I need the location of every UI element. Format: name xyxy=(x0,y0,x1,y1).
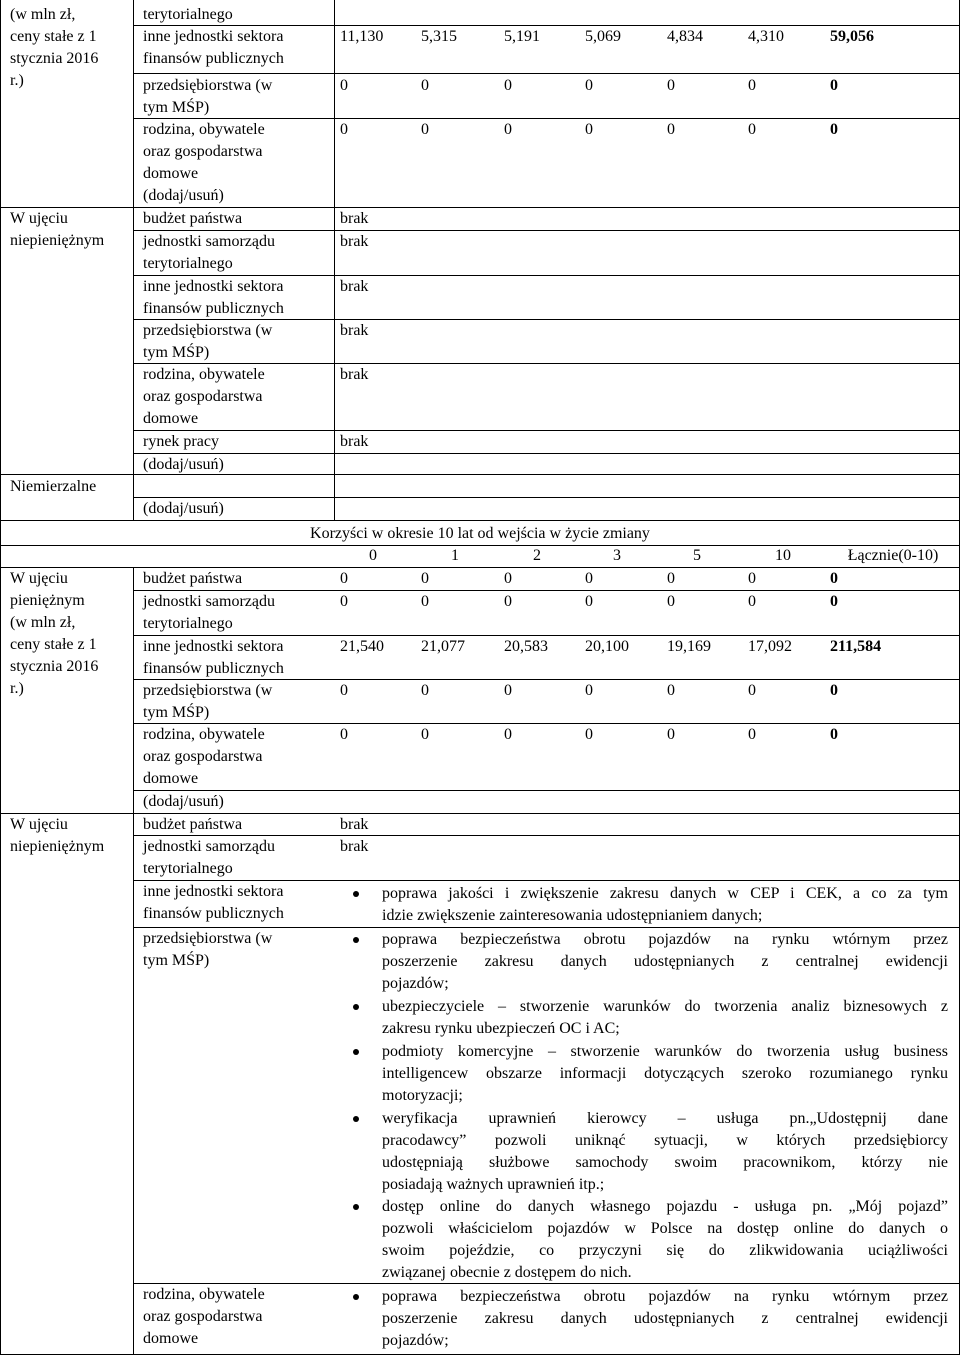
value-cell: 0 xyxy=(748,726,756,743)
row-label: domowe xyxy=(143,770,199,787)
value-cell: 0 xyxy=(748,593,756,610)
bullet-text: udostępniają służbowe samochody swoim pracownikom, którzy nie xyxy=(382,1154,948,1171)
bullet-text: poszerzenie zakresu danych udostępnianych z centralnej ewidencji xyxy=(382,1310,948,1327)
row-label: rodzina, obywatele xyxy=(143,366,265,383)
value-cell: brak xyxy=(340,816,369,833)
add-remove-link: (dodaj/usuń) xyxy=(143,500,224,517)
value-cell: 21,540 xyxy=(340,638,384,655)
row-label: przedsiębiorstwa (w xyxy=(143,322,273,339)
row-label: inne jednostki sektora xyxy=(143,883,284,900)
row-label: finansów publicznych xyxy=(143,660,284,677)
value-cell: 0 xyxy=(748,570,756,587)
value-cell: 0 xyxy=(504,682,512,699)
table-rule-horizontal xyxy=(133,319,959,320)
table-rule-horizontal xyxy=(133,118,959,119)
table-rule-horizontal xyxy=(0,207,960,208)
year-header: 0 xyxy=(369,547,377,564)
monetary-label-cont: stycznia 2016 xyxy=(10,50,99,67)
bullet-icon xyxy=(353,1116,359,1122)
value-cell: 5,069 xyxy=(585,28,621,45)
value-cell: 4,310 xyxy=(748,28,784,45)
value-cell: brak xyxy=(340,322,369,339)
value-cell: 0 xyxy=(585,682,593,699)
row-label: przedsiębiorstwa (w xyxy=(143,682,273,699)
bullet-text: zakresu rynku ubezpieczeń OC i AC; xyxy=(382,1020,620,1037)
value-cell: 0 xyxy=(340,121,348,138)
bullet-icon xyxy=(353,1204,359,1210)
total-cell: 59,056 xyxy=(830,28,874,45)
value-cell: 0 xyxy=(667,682,675,699)
value-cell: 0 xyxy=(585,121,593,138)
table-rule-horizontal xyxy=(133,927,959,928)
row-label: tym MŚP) xyxy=(143,344,210,361)
row-label-rodzina: domowe xyxy=(143,165,199,182)
value-cell: 5,315 xyxy=(421,28,457,45)
table-rule-horizontal xyxy=(0,474,960,475)
value-cell: 0 xyxy=(667,121,675,138)
row-label: terytorialnego xyxy=(143,255,233,272)
row-label: tym MŚP) xyxy=(143,704,210,721)
bullet-text: pozwoli właścicielom pojazdów w Polsce na dostęp online do danych o xyxy=(382,1220,948,1237)
bullet-text: podmioty komercyjne – stworzenie warunków do tworzenia usług business xyxy=(382,1043,948,1060)
table-rule-horizontal xyxy=(133,1283,959,1284)
value-cell: 0 xyxy=(748,682,756,699)
add-remove-link: (dodaj/usuń) xyxy=(143,793,224,810)
row-label-przedsiebiorstwa: przedsiębiorstwa (w xyxy=(143,77,273,94)
year-header: 10 xyxy=(775,547,791,564)
value-cell: 0 xyxy=(667,726,675,743)
table-rule-horizontal xyxy=(133,363,959,364)
bullet-text: poprawa jakości i zwiększenie zakresu danych w CEP i CEK, a co za tym xyxy=(382,885,948,902)
row-label: rodzina, obywatele xyxy=(143,726,265,743)
bullet-text: intelligencew obszarze informacji dotyczących szeroko rozumianego rynku xyxy=(382,1065,948,1082)
table-rule-horizontal xyxy=(0,520,960,521)
row-label: tym MŚP) xyxy=(143,952,210,969)
table-rule-horizontal xyxy=(133,679,959,680)
table-rule-horizontal xyxy=(0,567,960,568)
total-cell: 0 xyxy=(830,570,838,587)
benefits-header: Korzyści w okresie 10 lat od wejścia w życie zmiany xyxy=(310,525,650,542)
value-cell: 0 xyxy=(421,77,429,94)
value-cell: 0 xyxy=(585,726,593,743)
row-label-inne-jsfp: finansów publicznych xyxy=(143,50,284,67)
row-label: oraz gospodarstwa xyxy=(143,388,263,405)
value-cell: brak xyxy=(340,433,369,450)
row-label: domowe xyxy=(143,1330,199,1347)
row-label: finansów publicznych xyxy=(143,905,284,922)
nonmonetary-label: niepieniężnym xyxy=(10,232,105,249)
table-rule-horizontal xyxy=(0,813,960,814)
row-label: terytorialnego xyxy=(143,860,233,877)
table-rule-horizontal xyxy=(133,723,959,724)
bullet-icon xyxy=(353,937,359,943)
value-cell: 0 xyxy=(748,77,756,94)
value-cell: brak xyxy=(340,210,369,227)
value-cell: 0 xyxy=(504,77,512,94)
add-remove-link: (dodaj/usuń) xyxy=(143,187,224,204)
total-cell: 0 xyxy=(830,77,838,94)
bullet-text: pojazdów; xyxy=(382,1332,449,1349)
bullet-text: posiadają ważnych uprawnień itp.; xyxy=(382,1176,605,1193)
bullet-text: związanej obecnie z dostępem do nich. xyxy=(382,1264,632,1281)
table-rule-vertical xyxy=(0,0,1,1355)
nonmonetary-label: W ujęciu xyxy=(10,816,68,833)
table-rule-horizontal xyxy=(133,790,959,791)
value-cell: 0 xyxy=(504,726,512,743)
monetary-label-cont: (w mln zł, xyxy=(10,6,76,23)
table-rule-horizontal xyxy=(133,835,959,836)
niemierzalne-label: Niemierzalne xyxy=(10,478,97,495)
value-cell: 0 xyxy=(585,570,593,587)
monetary-label: stycznia 2016 xyxy=(10,658,99,675)
value-cell: 4,834 xyxy=(667,28,703,45)
row-label: finansów publicznych xyxy=(143,300,284,317)
table-rule-horizontal xyxy=(133,275,959,276)
row-label: budżet państwa xyxy=(143,570,243,587)
table-rule-vertical xyxy=(133,567,134,1355)
table-rule-vertical xyxy=(133,0,134,520)
value-cell: 0 xyxy=(340,682,348,699)
value-cell: 0 xyxy=(421,570,429,587)
table-rule-vertical xyxy=(334,0,335,520)
monetary-label: (w mln zł, xyxy=(10,614,76,631)
value-cell: 0 xyxy=(667,570,675,587)
year-header: 3 xyxy=(613,547,621,564)
value-cell: 0 xyxy=(340,593,348,610)
value-cell: 0 xyxy=(504,121,512,138)
table-rule-horizontal xyxy=(133,25,959,26)
year-header: Łącznie(0-10) xyxy=(847,547,939,564)
nonmonetary-label: niepieniężnym xyxy=(10,838,105,855)
bullet-text: swoim pojeździe, co przyczyni się do zlikwidowania uciążliwości xyxy=(382,1242,948,1259)
row-label: przedsiębiorstwa (w xyxy=(143,930,273,947)
total-cell: 0 xyxy=(830,121,838,138)
table-rule-horizontal xyxy=(133,453,959,454)
bullet-icon xyxy=(353,1049,359,1055)
nonmonetary-label: W ujęciu xyxy=(10,210,68,227)
row-label: jednostki samorządu xyxy=(143,838,275,855)
bullet-text: weryfikacja uprawnień kierowcy – usługa pn.„Udostępnij dane xyxy=(382,1110,948,1127)
row-label: domowe xyxy=(143,410,199,427)
table-rule-horizontal xyxy=(133,635,959,636)
row-label: budżet państwa xyxy=(143,816,243,833)
row-label: inne jednostki sektora xyxy=(143,638,284,655)
bullet-text: poszerzenie zakresu danych udostępnianych z centralnej ewidencji xyxy=(382,953,948,970)
row-label: inne jednostki sektora xyxy=(143,278,284,295)
bullet-text: poprawa bezpieczeństwa obrotu pojazdów na rynku wtórnym przez xyxy=(382,931,948,948)
value-cell: 21,077 xyxy=(421,638,465,655)
bullet-text: idzie zwiększenie zainteresowania udostępnianiem danych; xyxy=(382,907,763,924)
value-cell: 0 xyxy=(340,570,348,587)
value-cell: brak xyxy=(340,278,369,295)
bullet-icon xyxy=(353,1004,359,1010)
row-label: oraz gospodarstwa xyxy=(143,1308,263,1325)
bullet-text: pracodawcy” pozwoli uniknąć sytuacji, w których przedsiębiorcy xyxy=(382,1132,948,1149)
total-cell: 0 xyxy=(830,593,838,610)
table-rule-horizontal xyxy=(133,880,959,881)
total-cell: 0 xyxy=(830,726,838,743)
add-remove-link: (dodaj/usuń) xyxy=(143,456,224,473)
table-rule-horizontal xyxy=(0,545,960,546)
value-cell: 5,191 xyxy=(504,28,540,45)
total-cell: 0 xyxy=(830,682,838,699)
bullet-text: poprawa bezpieczeństwa obrotu pojazdów na rynku wtórnym przez xyxy=(382,1288,948,1305)
value-cell: 0 xyxy=(340,726,348,743)
value-cell: 0 xyxy=(667,593,675,610)
row-label-inne-jsfp: inne jednostki sektora xyxy=(143,28,284,45)
monetary-label-cont: r.) xyxy=(10,72,24,89)
value-cell: 20,583 xyxy=(504,638,548,655)
row-label-rodzina: oraz gospodarstwa xyxy=(143,143,263,160)
bullet-icon xyxy=(353,891,359,897)
value-cell: 17,092 xyxy=(748,638,792,655)
table-rule-horizontal xyxy=(133,230,959,231)
monetary-label: W ujęciu xyxy=(10,570,68,587)
row-label: jednostki samorządu xyxy=(143,233,275,250)
bullet-text: ubezpieczyciele – stworzenie warunków do tworzenia analiz biznesowych z xyxy=(382,998,948,1015)
value-cell: brak xyxy=(340,366,369,383)
value-cell: brak xyxy=(340,838,369,855)
bullet-icon xyxy=(353,1294,359,1300)
value-cell: 0 xyxy=(421,726,429,743)
value-cell: 0 xyxy=(585,77,593,94)
value-cell: 19,169 xyxy=(667,638,711,655)
row-label: jednostki samorządu xyxy=(143,593,275,610)
row-label-rodzina: rodzina, obywatele xyxy=(143,121,265,138)
value-cell: 0 xyxy=(421,682,429,699)
table-rule-horizontal xyxy=(133,73,959,74)
row-label: terytorialnego xyxy=(143,615,233,632)
row-label-przedsiebiorstwa: tym MŚP) xyxy=(143,99,210,116)
value-cell: brak xyxy=(340,233,369,250)
row-label: budżet państwa xyxy=(143,210,243,227)
row-label: oraz gospodarstwa xyxy=(143,748,263,765)
value-cell: 0 xyxy=(421,593,429,610)
bullet-text: motoryzacji; xyxy=(382,1087,463,1104)
bullet-text: dostęp online do danych własnego pojazdu - usługa pn. „Mój pojazd” xyxy=(382,1198,948,1215)
table-rule-horizontal xyxy=(133,497,959,498)
value-cell: 0 xyxy=(585,593,593,610)
value-cell: 0 xyxy=(340,77,348,94)
total-cell: 211,584 xyxy=(830,638,882,655)
monetary-label: r.) xyxy=(10,680,24,697)
value-cell: 0 xyxy=(667,77,675,94)
bullet-text: pojazdów; xyxy=(382,975,449,992)
year-header: 2 xyxy=(533,547,541,564)
monetary-label: pieniężnym xyxy=(10,592,85,609)
monetary-label: ceny stałe z 1 xyxy=(10,636,97,653)
table-rule-horizontal xyxy=(133,430,959,431)
monetary-label-cont: ceny stałe z 1 xyxy=(10,28,97,45)
value-cell: 0 xyxy=(504,593,512,610)
value-cell: 11,130 xyxy=(340,28,384,45)
value-cell: 20,100 xyxy=(585,638,629,655)
value-cell: 0 xyxy=(421,121,429,138)
row-label: rodzina, obywatele xyxy=(143,1286,265,1303)
value-cell: 0 xyxy=(504,570,512,587)
row-label: rynek pracy xyxy=(143,433,219,450)
row-label-terytorialnego: terytorialnego xyxy=(143,6,233,23)
value-cell: 0 xyxy=(748,121,756,138)
table-rule-horizontal xyxy=(133,590,959,591)
year-header: 5 xyxy=(693,547,701,564)
year-header: 1 xyxy=(451,547,459,564)
